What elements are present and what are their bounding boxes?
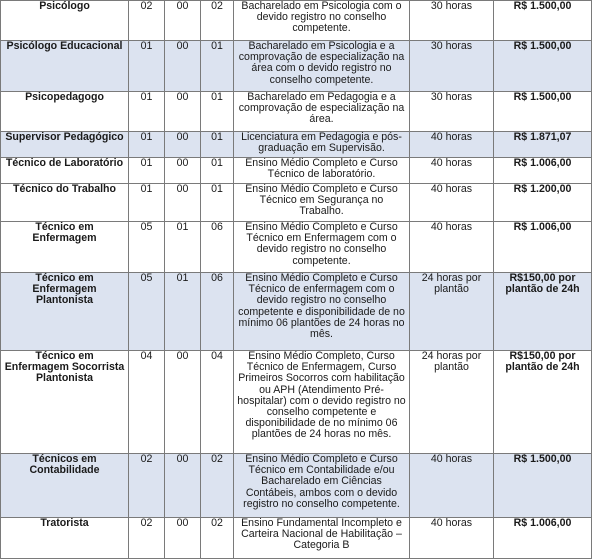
cargo-cell: Técnicos em Contabilidade (1, 454, 129, 518)
carga-horaria-cell: 24 horas por plantão (410, 273, 494, 351)
cargo-cell: Técnico do Trabalho (1, 184, 129, 222)
vagas-reservadas-cell: 00 (165, 184, 201, 222)
vagas-total-cell: 06 (201, 273, 234, 351)
cargo-cell: Técnico em Enfermagem Plantonista (1, 273, 129, 351)
table-row (1, 518, 592, 559)
table-row (1, 92, 592, 132)
requisito-cell: Bacharelado em Psicologia e a comprovação de especialização na área com o devido registro no conselho competente. (234, 41, 410, 92)
vagas-cell: 02 (129, 518, 165, 559)
table-row (1, 132, 592, 158)
vagas-cell: 01 (129, 92, 165, 132)
vagas-total-cell: 04 (201, 351, 234, 454)
vagas-reservadas-cell: 00 (165, 1, 201, 41)
vencimento-cell: R$ 1.500,00 (494, 454, 592, 518)
requisito-cell: Ensino Médio Completo e Curso Técnico de laboratório. (234, 158, 410, 184)
table-row (1, 273, 592, 351)
carga-horaria-cell: 40 horas (410, 518, 494, 559)
vagas-cell: 01 (129, 132, 165, 158)
vagas-total-cell: 01 (201, 92, 234, 132)
table-row (1, 1, 592, 41)
vagas-total-cell: 02 (201, 454, 234, 518)
vagas-cell: 01 (129, 184, 165, 222)
vagas-cell: 02 (129, 1, 165, 41)
vencimento-cell: R$150,00 por plantão de 24h (494, 273, 592, 351)
vagas-reservadas-cell: 00 (165, 351, 201, 454)
vencimento-cell: R$ 1.006,00 (494, 222, 592, 273)
vagas-cell: 01 (129, 158, 165, 184)
requisito-cell: Ensino Médio Completo e Curso Técnico em Segurança no Trabalho. (234, 184, 410, 222)
vencimento-cell: R$ 1.871,07 (494, 132, 592, 158)
vencimento-cell: R$ 1.500,00 (494, 92, 592, 132)
vagas-total-cell: 01 (201, 41, 234, 92)
vencimento-cell: R$150,00 por plantão de 24h (494, 351, 592, 454)
carga-horaria-cell: 30 horas (410, 92, 494, 132)
table-row (1, 454, 592, 518)
cargo-cell: Psicólogo Educacional (1, 41, 129, 92)
cargo-cell: Psicólogo (1, 1, 129, 41)
vagas-reservadas-cell: 00 (165, 92, 201, 132)
vagas-cell: 01 (129, 41, 165, 92)
carga-horaria-cell: 40 horas (410, 184, 494, 222)
carga-horaria-cell: 30 horas (410, 1, 494, 41)
cargo-cell: Psicopedagogo (1, 92, 129, 132)
requisito-cell: Bacharelado em Pedagogia e a comprovação de especialização na área. (234, 92, 410, 132)
carga-horaria-cell: 40 horas (410, 158, 494, 184)
carga-horaria-cell: 40 horas (410, 454, 494, 518)
vencimento-cell: R$ 1.006,00 (494, 158, 592, 184)
vencimento-cell: R$ 1.006,00 (494, 518, 592, 559)
vagas-reservadas-cell: 00 (165, 454, 201, 518)
table-row (1, 351, 592, 454)
vagas-cell: 02 (129, 454, 165, 518)
requisito-cell: Ensino Médio Completo, Curso Técnico de Enfermagem, Curso Primeiros Socorros com habilitação ou APH (Atendimento Pré-hospitalar) com o devido registro no conselho competente e disponibilidade de no mínimo 06 plantões de 24 horas no mês. (234, 351, 410, 454)
vagas-total-cell: 02 (201, 518, 234, 559)
table-row (1, 222, 592, 273)
vagas-total-cell: 06 (201, 222, 234, 273)
table-row (1, 41, 592, 92)
cargo-cell: Técnico em Enfermagem (1, 222, 129, 273)
carga-horaria-cell: 30 horas (410, 41, 494, 92)
vagas-reservadas-cell: 00 (165, 158, 201, 184)
vagas-reservadas-cell: 00 (165, 518, 201, 559)
table-row (1, 158, 592, 184)
vagas-total-cell: 01 (201, 132, 234, 158)
vagas-reservadas-cell: 01 (165, 222, 201, 273)
cargo-cell: Tratorista (1, 518, 129, 559)
vagas-total-cell: 01 (201, 184, 234, 222)
vagas-cell: 04 (129, 351, 165, 454)
requisito-cell: Bacharelado em Psicologia com o devido registro no conselho competente. (234, 1, 410, 41)
vagas-total-cell: 01 (201, 158, 234, 184)
cargo-cell: Supervisor Pedagógico (1, 132, 129, 158)
vencimento-cell: R$ 1.500,00 (494, 1, 592, 41)
vagas-total-cell: 02 (201, 1, 234, 41)
cargo-cell: Técnico em Enfermagem Socorrista Plantonista (1, 351, 129, 454)
requisito-cell: Licenciatura em Pedagogia e pós-graduação em Supervisão. (234, 132, 410, 158)
carga-horaria-cell: 40 horas (410, 132, 494, 158)
table-row (1, 184, 592, 222)
carga-horaria-cell: 24 horas por plantão (410, 351, 494, 454)
requisito-cell: Ensino Médio Completo e Curso Técnico em Enfermagem com o devido registro no conselho competente. (234, 222, 410, 273)
requisito-cell: Ensino Fundamental Incompleto e Carteira Nacional de Habilitação – Categoria B (234, 518, 410, 559)
carga-horaria-cell: 40 horas (410, 222, 494, 273)
vagas-cell: 05 (129, 273, 165, 351)
vencimento-cell: R$ 1.200,00 (494, 184, 592, 222)
vagas-cell: 05 (129, 222, 165, 273)
requisito-cell: Ensino Médio Completo e Curso Técnico de enfermagem com o devido registro no conselho competente e disponibilidade de no mínimo 06 plantões de 24 horas no mês. (234, 273, 410, 351)
vagas-reservadas-cell: 01 (165, 273, 201, 351)
vencimento-cell: R$ 1.500,00 (494, 41, 592, 92)
requisito-cell: Ensino Médio Completo e Curso Técnico em Contabilidade e/ou Bacharelado em Ciências Contábeis, ambos com o devido registro no conselho competente. (234, 454, 410, 518)
cargo-cell: Técnico de Laboratório (1, 158, 129, 184)
vagas-reservadas-cell: 00 (165, 41, 201, 92)
vagas-reservadas-cell: 00 (165, 132, 201, 158)
